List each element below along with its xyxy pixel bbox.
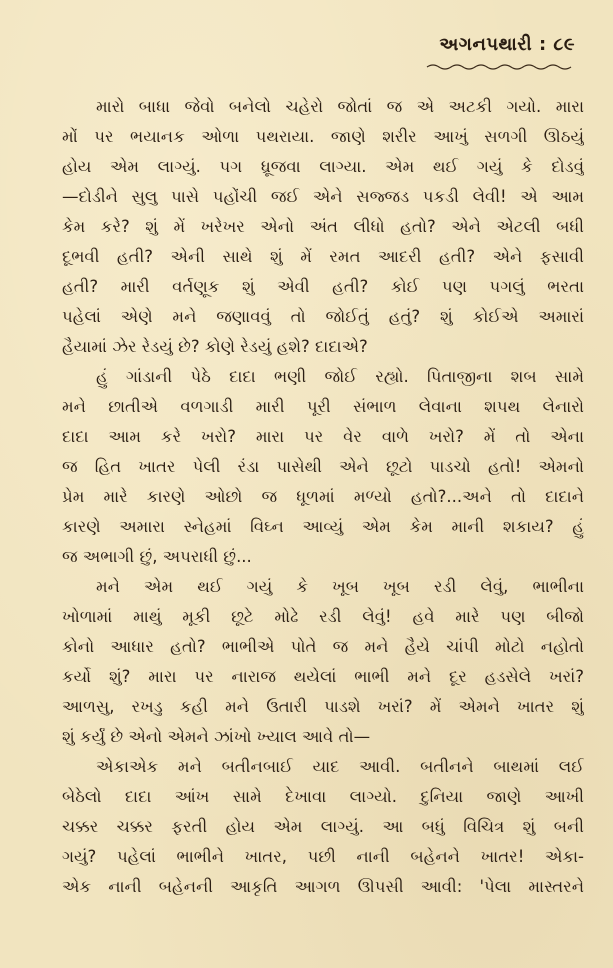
body-text xyxy=(62,92,584,902)
text-line: બેઠેલો દાદા આંખ સામે દેખાવા લાગ્યો. દુનિયા જાણે આખી xyxy=(62,787,584,806)
text-line: કર્યો શું? મારા પર નારાજ થયેલાં ભાભી મને દૂર હડસેલે ખરાં? xyxy=(62,667,584,686)
text-line: કેમ કરે? શું મેં ખરેખર એનો અંત લીધો હતો? એને એટલી બધી xyxy=(62,217,584,236)
text-line: મને એમ થઈ ગયું કે ખૂબ ખૂબ રડી લેવું, ભાભીના xyxy=(96,577,584,596)
header-wavy-rule xyxy=(425,62,575,70)
text-line: પ્રેમ મારે કારણે ઓછો જ ધૂળમાં મળ્યો હતો?...અને તો દાદાને xyxy=(62,487,584,506)
text-line: કોનો આધાર હતો? ભાભીએ પોતે જ મને હૈયે ચાંપી મોટો નહોતો xyxy=(62,637,584,656)
text-line: —દોડીને સુલુ પાસે પહોંચી જઈ એને સજ્જડ પકડી લેવી! એ આમ xyxy=(62,187,584,206)
text-line: ખોળામાં માથું મૂકી છૂટે મોઢે રડી લેવું! હવે મારે પણ બીજો xyxy=(62,607,584,626)
text-line: ગયું? પહેલાં ભાભીને ખાતર, પછી નાની બહેનને ખાતર! એકા- xyxy=(62,847,584,866)
text-line: હોય એમ લાગ્યું. પગ ધ્રૂજવા લાગ્યા. એમ થઈ ગયું કે દોડવું xyxy=(62,157,584,176)
text-line: જ હિત ખાતર પેલી રંડા પાસેથી એને છૂટો પાડચો હતો! એમનો xyxy=(62,457,584,476)
text-line: એકાએક મને બતીનબાઈ યાદ આવી. બતીનને બાથમાં લઈ xyxy=(96,757,584,776)
text-line: જ અભાગી છું, અપરાધી છું... xyxy=(62,547,252,566)
text-line: આળસુ, રખડુ કહી મને ઉતારી પાડશે ખરાં? મેં એમને ખાતર શું xyxy=(62,697,584,716)
text-line: મને છાતીએ વળગાડી મારી પૂરી સંભાળ લેવાના શપથ લેનારો xyxy=(62,397,584,416)
text-line: દૂભવી હતી? એની સાથે શું મેં રમત આદરી હતી? એને ફસાવી xyxy=(62,247,584,266)
text-line: દાદા આમ કરે ખરો? મારા પર વેર વાળે ખરો? મેં તો એના xyxy=(62,427,584,446)
text-line: કારણે અમારા સ્નેહમાં વિઘ્ન આવ્યું એમ કેમ માની શકાય? હું xyxy=(62,517,584,536)
text-line: શું કર્યું છે એનો એમને ઝાંખો ખ્યાલ આવે તો— xyxy=(62,727,371,746)
text-line: હૈયામાં ઝેર રેડયું છે? કોણે રેડયું હશે? દાદાએ? xyxy=(62,337,368,356)
text-line: હતી? મારી વર્તણૂક શું એવી હતી? કોઈ પણ પગલું ભરતા xyxy=(62,277,584,296)
text-line: ચક્કર ચક્કર ફરતી હોય એમ લાગ્યું. આ બધું વિચિત્ર શું બની xyxy=(62,817,584,836)
text-line: મોં પર ભયાનક ઓળા પથરાયા. જાણે શરીર આખું સળગી ઊઠયું xyxy=(62,127,584,146)
page-header xyxy=(425,34,575,74)
running-head: અગનપથારી : ૮૯ xyxy=(439,34,575,55)
text-line: મારો બાધા જેવો બનેલો ચહેરો જોતાં જ એ અટકી ગયો. મારા xyxy=(96,97,584,116)
text-line: હું ગાંડાની પેઠે દાદા ભણી જોઈ રહ્યો. પિતાજીના શબ સામે xyxy=(96,367,584,386)
text-line: પહેલાં એણે મને જણાવવું તો જોઈતું હતું? શું કોઈએ અમારાં xyxy=(62,307,584,326)
text-line: એક નાની બહેનની આકૃતિ આગળ ઊપસી આવી: 'પેલા માસ્તરને xyxy=(62,877,584,896)
